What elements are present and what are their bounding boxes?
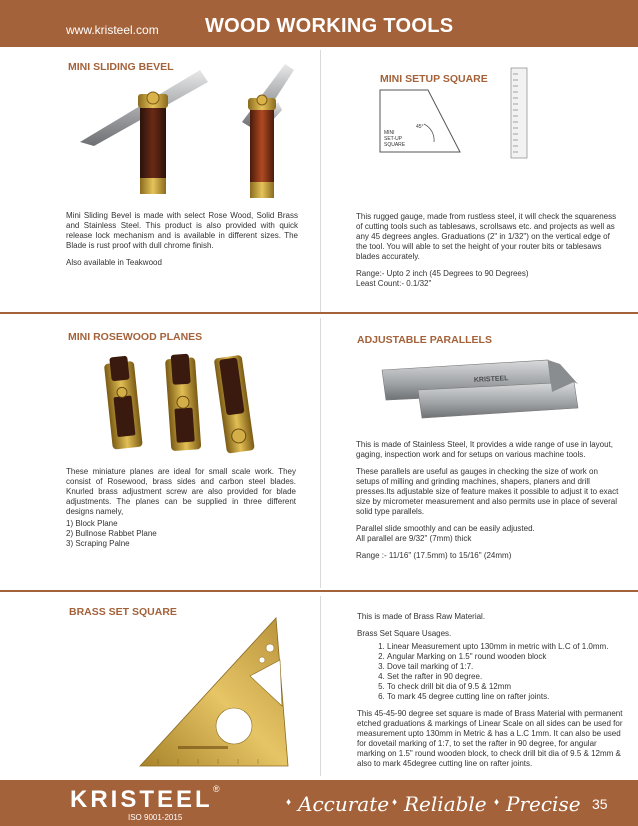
site-url[interactable]: www.kristeel.com bbox=[66, 23, 159, 37]
setup-title: MINI SETUP SQUARE bbox=[380, 73, 488, 85]
rosewood-planes-image bbox=[96, 352, 266, 458]
bevel-desc-text: Mini Sliding Bevel is made with select Rose Wood, Solid Brass and Stainless Steel. This product is also provided with quick release lock mechanism and is available in different sizes. The Blade is rust proof with dull chrome finish. bbox=[66, 211, 298, 250]
diamond-icon: ♦ bbox=[392, 797, 398, 808]
usage-item: 4. Set the rafter in 90 degree. bbox=[387, 672, 623, 682]
setup-desc-text: This rugged gauge, made from rustless steel, it will check the squareness of cutting tools such as tablesaws, scrollsaws etc. and projects as well as any 45 degrees angles. Graduations (2" in 1/32") on the vertical edge of the tool. You will able to set the height of your router bits or tablesaws blades accurately. bbox=[356, 212, 617, 261]
brass-title: BRASS SET SQUARE bbox=[69, 606, 177, 618]
parallels-desc-3: Parallel slide smoothly and can be easily adjusted. bbox=[356, 524, 535, 533]
bevel-title: MINI SLIDING BEVEL bbox=[68, 61, 174, 73]
parallels-desc-2: These parallels are useful as gauges in checking the size of work on setups of milling and grinding machines, shapers, planers and drill presses.Its adjustable size of feature makes it possible to adjust it to exact size by micrometer measurement and also permits use in place of several solid type parallels. bbox=[356, 467, 619, 516]
setup-img-label-3: SQUARE bbox=[384, 142, 406, 148]
plane-item: 2) Bullnose Rabbet Plane bbox=[66, 529, 157, 538]
parallels-description bbox=[356, 440, 620, 561]
kristeel-logo: KRISTEEL bbox=[70, 786, 213, 813]
registered-mark: ® bbox=[213, 784, 220, 794]
column-divider bbox=[320, 50, 321, 312]
parallels-range: Range :- 11/16" (17.5mm) to 15/16" (24mm) bbox=[356, 551, 512, 560]
setup-img-label-2: SET-UP bbox=[384, 136, 403, 142]
bevel-description bbox=[66, 211, 298, 275]
planes-desc-text: These miniature planes are ideal for small scale work. They consist of Rosewood, brass sides and carbon steel blades. Knurled brass adjustment screw are also provided for blade adjustments. The planes can be supplied in three different designs namely, bbox=[66, 467, 296, 516]
planes-title: MINI ROSEWOOD PLANES bbox=[68, 331, 203, 343]
iso-certification: ISO 9001-2015 bbox=[128, 813, 183, 822]
brass-usages-title: Brass Set Square Usages. bbox=[357, 629, 452, 638]
brass-set-square-image bbox=[138, 614, 290, 770]
slogan-accurate: Accurate bbox=[298, 792, 390, 816]
plane-item: 1) Block Plane bbox=[66, 519, 118, 528]
sliding-bevel-image bbox=[80, 62, 310, 202]
bevel-note: Also available in Teakwood bbox=[66, 258, 162, 267]
adjustable-parallels-image bbox=[378, 356, 584, 426]
slogan-reliable: Reliable bbox=[404, 792, 487, 816]
setup-least-count: Least Count:- 0.1/32" bbox=[356, 279, 432, 288]
usage-item: 5. To check drill bit dia of 9.5 & 12mm bbox=[387, 682, 623, 692]
column-divider bbox=[320, 596, 321, 776]
setup-square-image bbox=[376, 64, 536, 164]
usage-item: 2. Angular Marking on 1.5" round wooden block bbox=[387, 652, 623, 662]
brass-usages-list bbox=[373, 642, 623, 702]
slogan-precise: Precise bbox=[506, 792, 581, 816]
usage-item: 1. Linear Measurement upto 130mm in metric with L.C of 1.0mm. bbox=[387, 642, 623, 652]
usage-item: 6. To mark 45 degree cutting line on rafter joints. bbox=[387, 692, 623, 702]
section-separator bbox=[0, 590, 638, 592]
diamond-icon: ♦ bbox=[494, 797, 500, 808]
parallels-desc-4: All parallel are 9/32" (7mm) thick bbox=[356, 534, 472, 543]
parallels-brand: KRISTEEL bbox=[473, 375, 509, 384]
parallels-desc-1: This is made of Stainless Steel, It provides a wide range of use in layout, gaging, inspection work and for setups on various machine tools. bbox=[356, 440, 614, 459]
brass-desc-text: This 45-45-90 degree set square is made of Brass Material with permanent etched graduations & markings of Linear Scale on all sides can be used for measurement upto 130mm in Metric & has a L.C 1mm. It can also be used for dovetail marking of 1:7, to set the rafter in 90 degree, for angular marking on 1.5" round wooden block, to check drill bit dia of 9.5 & 12mm & also to mark 45degree cutting line on rafter joints. bbox=[357, 709, 623, 768]
brass-intro: This is made of Brass Raw Material. bbox=[357, 612, 486, 621]
parallels-title: ADJUSTABLE PARALLELS bbox=[357, 334, 492, 346]
setup-img-angle: 45° bbox=[416, 124, 424, 130]
page-number: 35 bbox=[592, 796, 608, 812]
setup-description bbox=[356, 212, 618, 289]
setup-range: Range:- Upto 2 inch (45 Degrees to 90 Degrees) bbox=[356, 269, 529, 278]
page-footer bbox=[0, 780, 638, 826]
plane-item: 3) Scraping Palne bbox=[66, 539, 130, 548]
setup-img-label-1: MINI bbox=[384, 130, 395, 136]
usage-item: 3. Dove tail marking of 1:7. bbox=[387, 662, 623, 672]
section-separator bbox=[0, 312, 638, 314]
planes-description bbox=[66, 467, 296, 549]
page-title: WOOD WORKING TOOLS bbox=[205, 15, 454, 37]
diamond-icon: ♦ bbox=[286, 797, 292, 808]
column-divider bbox=[320, 318, 321, 588]
page-header bbox=[0, 0, 638, 47]
brass-description bbox=[357, 612, 623, 769]
